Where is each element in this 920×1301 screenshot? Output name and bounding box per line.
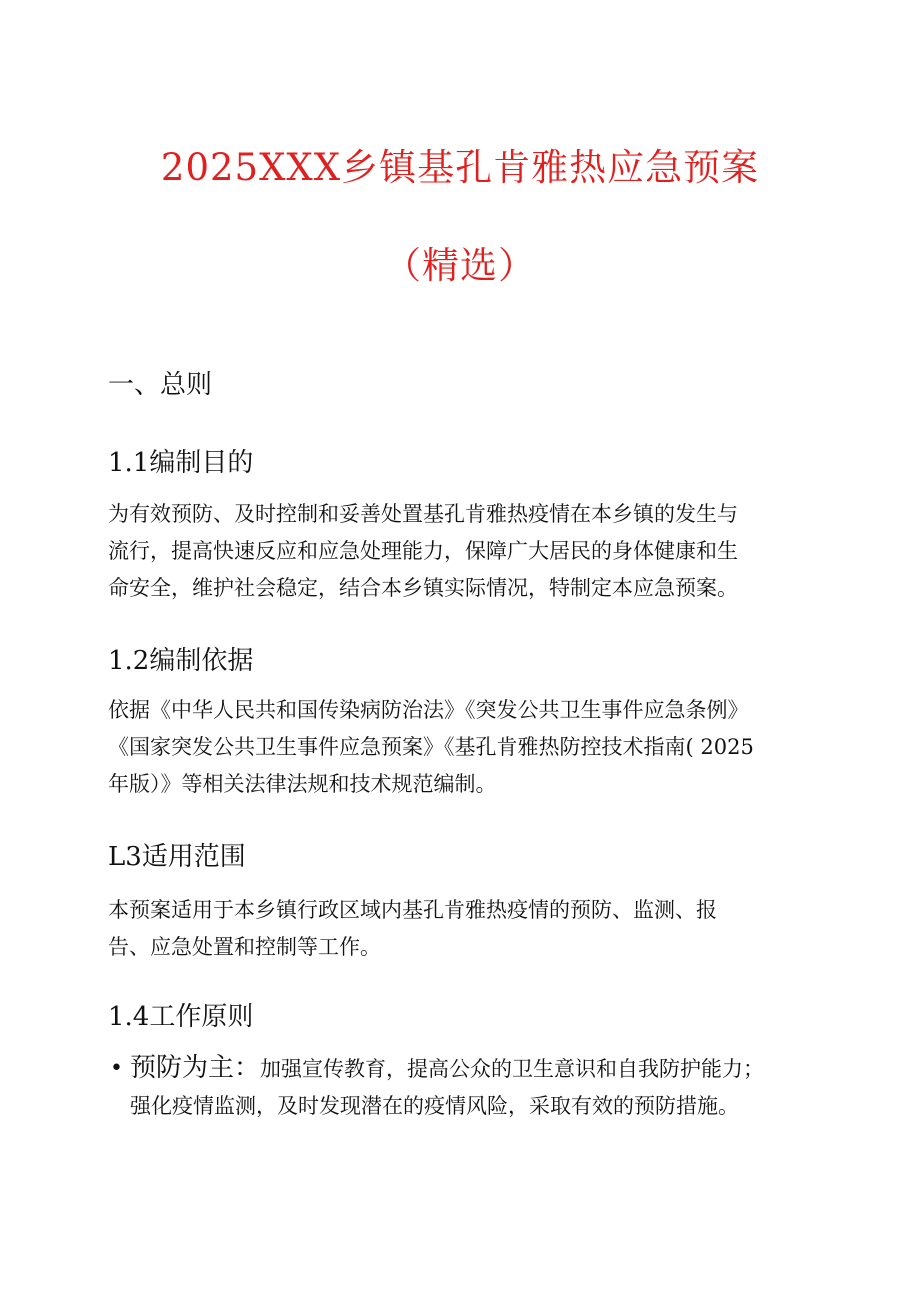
bullet-line: 强化疫情监测，及时发现潜在的疫情风险，采取有效的预防措施。 xyxy=(130,1094,739,1118)
bullet-dot-icon: • xyxy=(110,1056,123,1081)
section-heading-scope: L3适用范围 xyxy=(108,842,246,872)
paragraph-basis xyxy=(108,692,818,803)
paragraph-scope xyxy=(108,892,818,966)
paragraph-line: 命安全，维护社会稳定，结合本乡镇实际情况，特制定本应急预案。 xyxy=(108,576,738,600)
document-title: 2025XXX乡镇基孔肯雅热应急预案 xyxy=(160,146,760,189)
paragraph-line: 为有效预防、及时控制和妥善处置基孔肯雅热疫情在本乡镇的发生与 xyxy=(108,502,738,526)
bullet-item-prevention xyxy=(108,1050,828,1125)
bullet-lead: 预防为主： xyxy=(130,1053,261,1083)
paragraph-line: 《国家突发公共卫生事件应急预案》《基孔肯雅热防控技术指南( 2025 xyxy=(108,735,754,759)
document-subtitle: （精选） xyxy=(384,244,536,287)
bullet-text: 加强宣传教育，提高公众的卫生意识和自我防护能力； xyxy=(260,1057,765,1081)
bullet-line xyxy=(108,1050,828,1088)
paragraph-line: 年版）》等相关法律法规和技术规范编制。 xyxy=(108,772,497,796)
paragraph-purpose xyxy=(108,496,818,607)
paragraph-line: 流行，提高快速反应和应急处理能力，保障广大居民的身体健康和生 xyxy=(108,539,738,563)
section-heading-basis: 1.2编制依据 xyxy=(108,646,254,676)
paragraph-line: 告、应急处置和控制等工作。 xyxy=(108,935,381,959)
section-heading-purpose: 1.1编制目的 xyxy=(108,448,254,478)
section-heading-principles: 1.4工作原则 xyxy=(108,1002,254,1032)
paragraph-line: 依据《中华人民共和国传染病防治法》《突发公共卫生事件应急条例》 xyxy=(108,698,749,722)
section-heading-general: 一、总则 xyxy=(108,370,213,400)
paragraph-line: 本预案适用于本乡镇行政区域内基孔肯雅热疫情的预防、监测、报 xyxy=(108,898,717,922)
